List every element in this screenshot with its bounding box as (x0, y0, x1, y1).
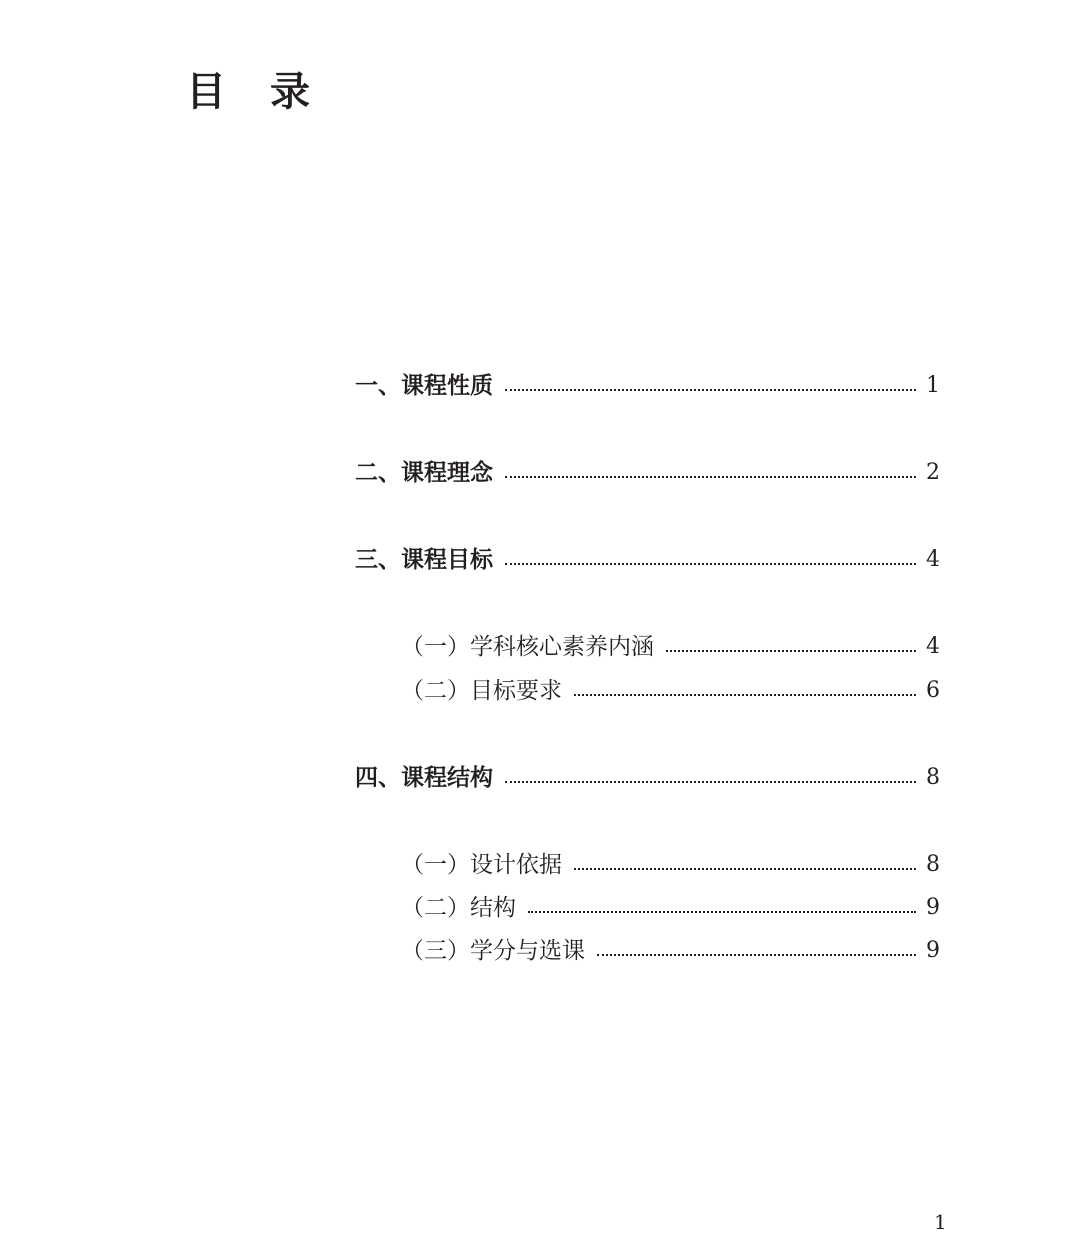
toc-entry-section-1[interactable] (355, 370, 940, 402)
toc-page-number: 6 (926, 678, 940, 703)
toc-entry-label: 结构 (470, 895, 516, 921)
toc-heading (186, 66, 310, 118)
dot-leader (505, 389, 916, 391)
toc-page-number: 4 (926, 634, 940, 659)
toc-entry-label: 学分与选课 (470, 938, 585, 964)
toc-subsection-number: （二） (401, 678, 470, 704)
dot-leader (574, 694, 916, 696)
toc-entry-subsection-3-2[interactable] (401, 675, 940, 707)
toc-page-number: 9 (926, 895, 940, 920)
toc-subsection-number: （一） (401, 634, 470, 660)
toc-entry-label: 目标要求 (470, 678, 562, 704)
toc-entry-subsection-4-3[interactable] (401, 935, 940, 967)
toc-page-number: 8 (926, 852, 940, 877)
toc-page-number: 1 (926, 373, 940, 398)
dot-leader (505, 563, 916, 565)
toc-entry-subsection-3-1[interactable] (401, 631, 940, 663)
dot-leader (505, 476, 916, 478)
toc-entry-section-2[interactable] (355, 457, 940, 489)
toc-subsection-number: （一） (401, 852, 470, 878)
toc-page-number: 8 (926, 765, 940, 790)
toc-entry-label: 四、课程结构 (355, 765, 493, 791)
toc-entry-label: 设计依据 (470, 852, 562, 878)
toc-subsection-number: （三） (401, 938, 470, 964)
dot-leader (505, 781, 916, 783)
toc-entry-section-3[interactable] (355, 544, 940, 576)
toc-subsection-number: （二） (401, 895, 470, 921)
toc-entry-section-4[interactable] (355, 762, 940, 794)
dot-leader (528, 911, 916, 913)
toc-entry-label: 二、课程理念 (355, 460, 493, 486)
toc-entry-label: 学科核心素养内涵 (470, 634, 654, 660)
dot-leader (574, 868, 916, 870)
toc-entry-subsection-4-1[interactable] (401, 849, 940, 881)
page-footer-number: 1 (934, 1210, 947, 1234)
toc-heading-char-1: 目 (186, 69, 226, 115)
toc-entry-label: 一、课程性质 (355, 373, 493, 399)
toc-page-number: 2 (926, 460, 940, 485)
toc-entry-subsection-4-2[interactable] (401, 892, 940, 924)
toc-page-number: 9 (926, 938, 940, 963)
toc-heading-char-2: 录 (270, 69, 310, 115)
toc-page-number: 4 (926, 547, 940, 572)
dot-leader (597, 954, 916, 956)
toc-entry-label: 三、课程目标 (355, 547, 493, 573)
dot-leader (666, 650, 916, 652)
